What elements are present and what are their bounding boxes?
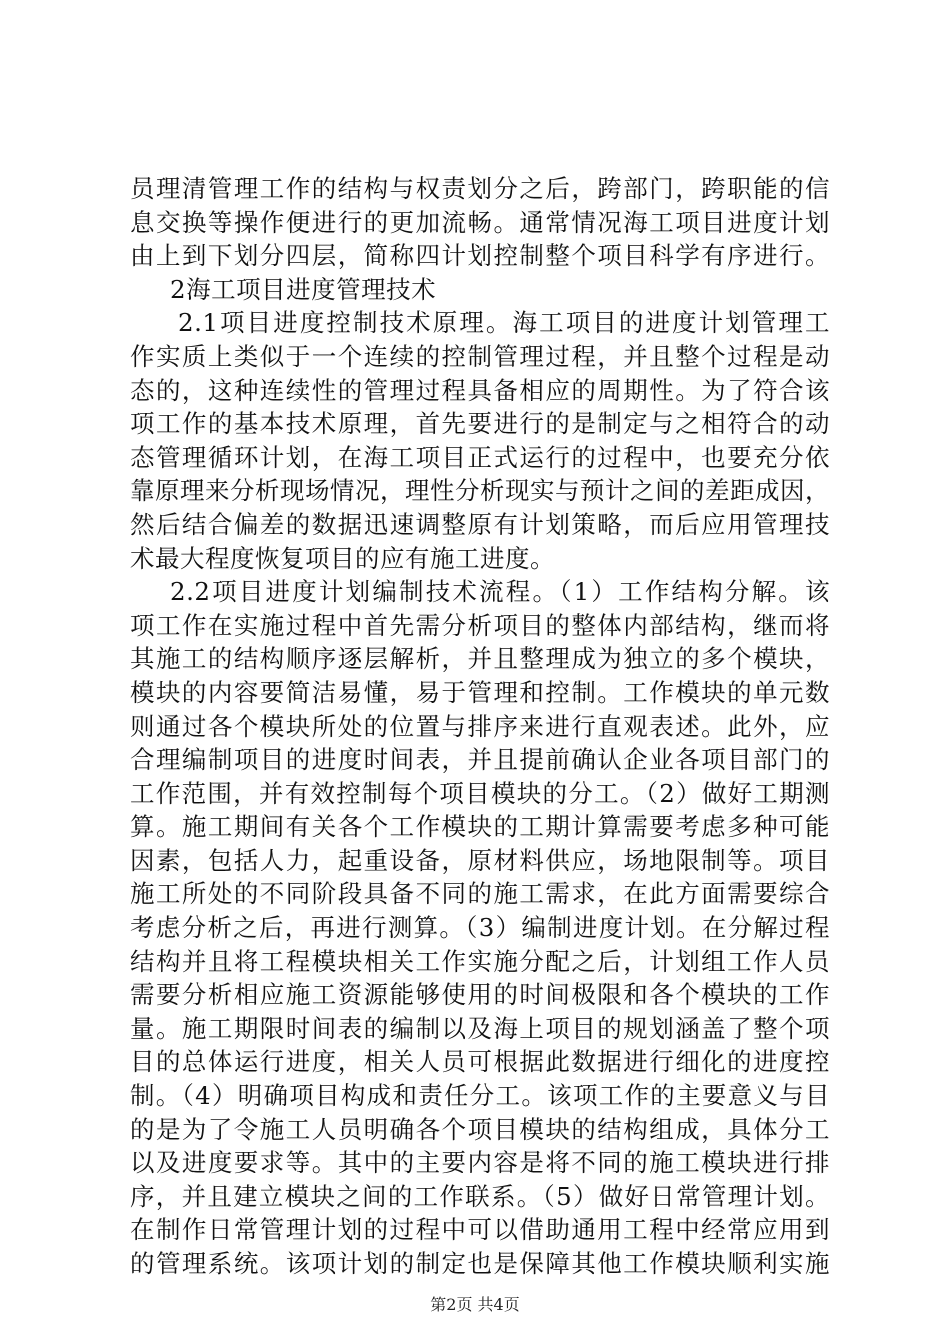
text-line: 员理清管理工作的结构与权责划分之后，跨部门，跨职能的信 [130, 174, 830, 203]
document-body [130, 172, 830, 1281]
text-line: 以及进度要求等。其中的主要内容是将不同的施工模块进行排 [130, 1148, 830, 1178]
text-line: 量。施工期限时间表的编制以及海上项目的规划涵盖了整个项 [130, 1013, 830, 1043]
text-line: 施工所处的不同阶段具备不同的施工需求，在此方面需要综合 [130, 879, 830, 909]
text-line: 因素，包括人力，起重设备，原材料供应，场地限制等。项目 [130, 845, 830, 875]
page-footer: 第2页 共4页 [430, 1295, 520, 1314]
section-heading: 2海工项目进度管理技术 [170, 274, 437, 304]
text-line: 息交换等操作便进行的更加流畅。通常情况海工项目进度计划 [130, 207, 830, 237]
text-line: 2.1项目进度控制技术原理。海工项目的进度计划管理工 [178, 308, 830, 338]
text-line: 合理编制项目的进度时间表，并且提前确认企业各项目部门的 [130, 745, 830, 775]
text-line: 的管理系统。该项计划的制定也是保障其他工作模块顺利实施 [130, 1249, 830, 1278]
text-line: 然后结合偏差的数据迅速调整原有计划策略，而后应用管理技 [130, 509, 830, 539]
text-line: 目的总体运行进度，相关人员可根据此数据进行细化的进度控 [130, 1047, 830, 1077]
text-line: 制。（4）明确项目构成和责任分工。该项工作的主要意义与目 [130, 1081, 830, 1111]
text-line: 作实质上类似于一个连续的控制管理过程，并且整个过程是动 [130, 341, 830, 371]
text-line: 由上到下划分四层，简称四计划控制整个项目科学有序进行。 [130, 241, 830, 271]
text-line: 态管理循环计划，在海工项目正式运行的过程中，也要充分依 [130, 442, 830, 472]
text-line: 工作范围，并有效控制每个项目模块的分工。（2）做好工期测 [130, 778, 830, 808]
text-line: 的是为了令施工人员明确各个项目模块的结构组成，具体分工 [130, 1114, 830, 1144]
text-line: 态的，这种连续性的管理过程具备相应的周期性。为了符合该 [130, 375, 830, 405]
text-line: 项工作在实施过程中首先需分析项目的整体内部结构，继而将 [130, 610, 830, 640]
text-line: 模块的内容要简洁易懂，易于管理和控制。工作模块的单元数 [130, 677, 830, 707]
text-line: 需要分析相应施工资源能够使用的时间极限和各个模块的工作 [130, 980, 830, 1010]
text-line: 在制作日常管理计划的过程中可以借助通用工程中经常应用到 [130, 1215, 830, 1245]
text-line: 2.2项目进度计划编制技术流程。（1）工作结构分解。该 [170, 577, 830, 607]
text-line: 考虑分析之后，再进行测算。（3）编制进度计划。在分解过程 [130, 913, 830, 943]
text-line: 靠原理来分析现场情况，理性分析现实与预计之间的差距成因， [130, 476, 830, 506]
text-line: 术最大程度恢复项目的应有施工进度。 [130, 543, 555, 573]
text-line: 其施工的结构顺序逐层解析，并且整理成为独立的多个模块， [130, 644, 830, 674]
text-line: 算。施工期间有关各个工作模块的工期计算需要考虑多种可能 [130, 812, 830, 842]
text-line: 结构并且将工程模块相关工作实施分配之后，计划组工作人员 [130, 946, 830, 976]
text-line: 项工作的基本技术原理，首先要进行的是制定与之相符合的动 [130, 409, 830, 439]
text-line: 则通过各个模块所处的位置与排序来进行直观表述。此外，应 [130, 711, 830, 741]
text-line: 序，并且建立模块之间的工作联系。（5）做好日常管理计划。 [130, 1181, 830, 1211]
